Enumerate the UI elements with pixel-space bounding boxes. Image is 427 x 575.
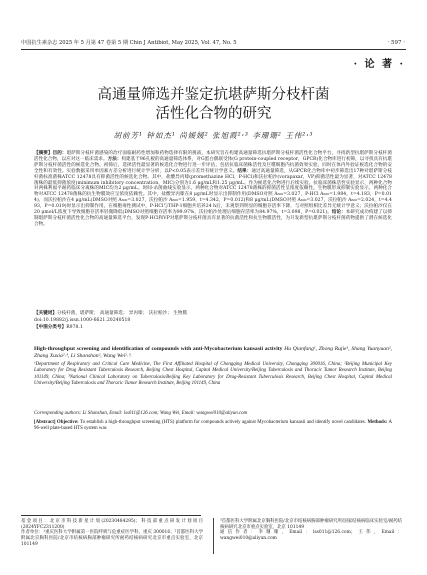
classification-line [34, 325, 392, 331]
english-methods-label: Methods: [367, 420, 388, 425]
results-label: 结果： [237, 168, 252, 174]
page-number: · 597 · [387, 40, 405, 46]
keywords-cn [34, 311, 392, 317]
english-objective-label: Objective: [56, 420, 79, 425]
keywords-text: 分枝杆菌，堪萨斯； 高通量筛选； 异丙嗪； 沃拉帕沙； 生物膜 [56, 311, 188, 316]
footer-rule [21, 515, 201, 516]
results-text: 通过高通量筛选，从GPCR化合物库中初步筛选出17种对堪萨斯分枝杆菌标准菌株ATCC 12478具有抑菌活性的候选化合物。其中，盐酸异丙嗪(promethazine HCl，P-HCl)和沃拉帕沙(vorapaxar，VP)抑菌活性最为显著，对ATCC 12478菌株的最低抑菌浓度(minimum inhibitory concentration，MIC)分别为1.6 μg/mL和1.25 μg/mL。作为候选化合物进行后续实验。抗临床菌株活性实验显示，两种化合物对两株利福平耐药临床分离株的MIC均为2 μg/mL。时间-杀菌曲线实验显示，两种化合物对ATCC 12478菌株的抑菌活性呈浓度依赖性。生物膜形成抑制实验显示，两种化合物对ATCC 12478菌株的抗生物膜效应呈浓度依赖性。其中，盐酸异丙嗪在8 μg/mL时显示出抑制作用(DMSO对照 A₆₀₀=3.027，P-HCl A₆₀₀=1.984，t=4.183，P=0.014)，而沃拉帕沙在4 μg/mL(DMSO对照 A₆₀₀=3.027，沃拉帕沙 A₆₀₀=1.959，t=4.342，P=0.012)和8 μg/mL(DMSO对照 A₆₀₀=3.027，沃拉帕沙 A₆₀₀=2.024，t=4.493，P=0.019)时显示出抑制作用。在细胞毒性测试中，P-HCl与THP-1细胞共培养24 h后，未观察到明显的细胞存活率下降，与对照组相比差异无统计学意义；沃拉帕沙仅在20 μmol/L浓度下导致细胞存活率轻微降低(DMSO对照细胞存活率为99.97%，沃拉帕沙处理后细胞存活率为84.97%，t=3.098，P=0.021)。 [34, 168, 392, 216]
english-title [34, 346, 392, 360]
english-corresponding: Corresponding authors: Li Shanshan, Email: lss011@126.com; Wang Wei, Email: wangwei010@aliyun.com [34, 411, 248, 416]
abstract-label: 【摘要】 [34, 151, 53, 156]
running-header: 中国抗生素杂志 2025 年 5 月第 47 卷第 5 期 Chin J Antibiot, May 2025, Vol. 47, No. 5 [21, 40, 237, 46]
methods-text: 构建基于96孔板的高通量筛选体系，对G蛋白偶联受体(G protein-coupled receptor，GPCR)化合物库进行初筛，以寻找具有抗堪萨斯分枝杆菌活性的候选化合物。初筛后，选择活性最显著的候选化合物进行进一步评估，包括抗临床菌株活性及巨噬细胞内抗菌效果实验，同时在体内外验证候选化合物的安全性和有效性。实验数据采用单因素方差分析进行统计学分析，以P<0.05表示差异有统计学意义。 [34, 156, 392, 174]
english-abstract-label: [Abstract] [34, 420, 56, 425]
english-methods-text: A 96-well plate-based HTS system was [34, 420, 392, 432]
header-rule [21, 49, 406, 50]
article-title-line-1: 高通量筛选并鉴定抗堪萨斯分枝杆菌 [97, 87, 330, 103]
footer-funding-affiliations: 基金项目：北京市科技新星计划(20230484295)；科技部重点研发计划项目(2024YFC2311200) 作者单位：¹重庆医科大学附属第一医院呼吸与危重症医学科，重庆 300016；²首都医科大学附属北京胸科医院/北京市结核病胸部肿瘤研究所耐药结核病研究北京市重点实验室，北京 101149 [21, 519, 203, 547]
english-abstract [34, 420, 392, 433]
section-label: · 论 著 · [353, 59, 405, 70]
objective-text: 堪萨斯分枝杆菌感染的治疗面临耐药性增加和药物选择有限的挑战，本研究旨在构建高通量筛选抗堪萨斯分枝杆菌活性化合物平台，寻找新型抗堪萨斯分枝杆菌活性化合物，以应对这一临床需求。 [34, 151, 393, 162]
article-title-line-2: 活性化合物的研究 [155, 106, 272, 122]
english-title-text: High-throughput screening and identification of compounds with anti-Mycobacterium kansasii activity [34, 346, 283, 352]
classification-code: R978.1 [66, 325, 83, 330]
abstract-cn [34, 151, 392, 228]
keywords-label: 【关键词】 [34, 311, 57, 316]
footer-affiliations-contact: ³首都医科大学附属北京胸科医院/北京市结核病胸部肿瘤研究所/国家结核病临床实验室/耐药结核病研究北京市重点实验室，北京 101149 通信作者：李珊珊，Email：lss011@126.com；王伟，Email：wangwei010@aliyun.com [220, 519, 402, 542]
objective-label: 目的： [52, 151, 67, 156]
methods-label: 方法： [107, 156, 122, 162]
author-list: 胡前芳¹ 钟如杰¹ 尚媛媛² 张旭霞²˒³ 李珊珊² 王伟²˒³ [113, 131, 314, 140]
conclusion-label: 结论： [331, 210, 346, 216]
footer-divider [213, 518, 214, 554]
doi-text: doi:10.19882/j.issn.1000-6621.20240518 [34, 318, 131, 323]
english-authors: Hu Qianfang¹, Zhong Rujie¹, Shang Yuanyuan², Zhang Xuxia²˒³, Li Shanshan², Wang Wei²˒³. [34, 346, 392, 360]
doi-line [34, 318, 392, 324]
english-objective-text: To establish a high-throughput screening (HTS) platform for compounds actively against Mycobacterium kansasii and identify novel candidates. [79, 420, 367, 425]
classification-label: 【中图分类号】 [34, 325, 67, 330]
english-affiliations: ¹Department of Respiratory and Critical Care Medicine, The First Affiliated Hospital of Chongqing Medical University, Chongqing 300016, China; ²Beijing Municipal Key Laboratory for Drug Resistant Tuberculosis Research, Beijing Chest Hospital, Capital Medical University/Beijing Tuberculosis and Thoracic Tumor Research Institute, Beijing 101149, China; ³National Clinical Laboratory on Tuberculosis/Beijing Key Laboratory for Drug-Resistant Tuberculosis Research, Beijing Chest Hospital, Capital Medical University/Beijing Tuberculosis and Thoracic Tumor Research Institute, Beijing 101149, China [34, 362, 392, 386]
conclusion-text: 本研究成功构建了以抑制堪萨斯分枝杆菌活性化合物的高通量筛选平台，发现P-HCl和VP对堪萨斯分枝杆菌具有显著的抗菌活性和抗生物膜活性，为开发新型抗堪萨斯分枝杆菌药物提供了潜在候选化合物。 [34, 210, 393, 227]
